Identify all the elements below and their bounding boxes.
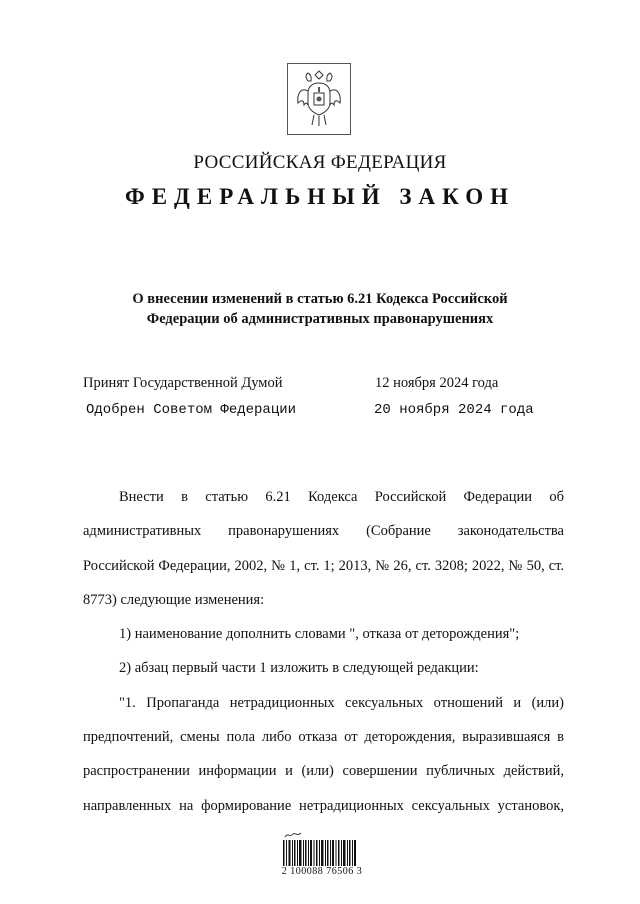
body-paragraph: Внести в статью 6.21 Кодекса Российской Федерации об административных правонарушениях (Собрание законодательства Российской Федерации, 2002, № 1, ст. 1; 2013, № 26, ст. 3208; 2022, № 50, ст. 8773) следующие изменения: [83,489,564,608]
double-headed-eagle-icon [294,69,344,129]
adopted-date: 12 ноября 2024 года [375,375,499,391]
approved-label: Одобрен Советом Федерации [86,402,297,418]
adopted-label: Принят Государственной Думой [83,375,283,391]
barcode-number: 2 100088 76506 3 [281,866,363,877]
barcode [283,840,357,866]
amendment-item: 1) наименование дополнить словами ", отказа от деторождения"; [119,626,520,643]
approved-date: 20 ноября 2024 года [374,402,534,418]
quoted-text: "1. Пропаганда нетрадиционных сексуальных отношений и (или) предпочтений, смены пола либо отказа от деторождения, выразившаяся в распространении информации и (или) совершении публичных действий, направленных на формирование нетрадиционных сексуальных установок, [83,694,564,814]
document-type: ФЕДЕРАЛЬНЫЙ ЗАКОН [124,184,516,209]
law-title [100,289,540,329]
signature-mark [284,831,302,839]
law-title-line: О внесении изменений в статью 6.21 Кодекса Российской [132,291,508,307]
amendment-item: 2) абзац первый части 1 изложить в следующей редакции: [119,660,479,677]
country-name: РОССИЙСКАЯ ФЕДЕРАЦИЯ [193,152,447,173]
law-body [83,480,564,823]
law-title-line: Федерации об административных правонарушениях [146,311,494,327]
state-emblem [287,63,351,135]
